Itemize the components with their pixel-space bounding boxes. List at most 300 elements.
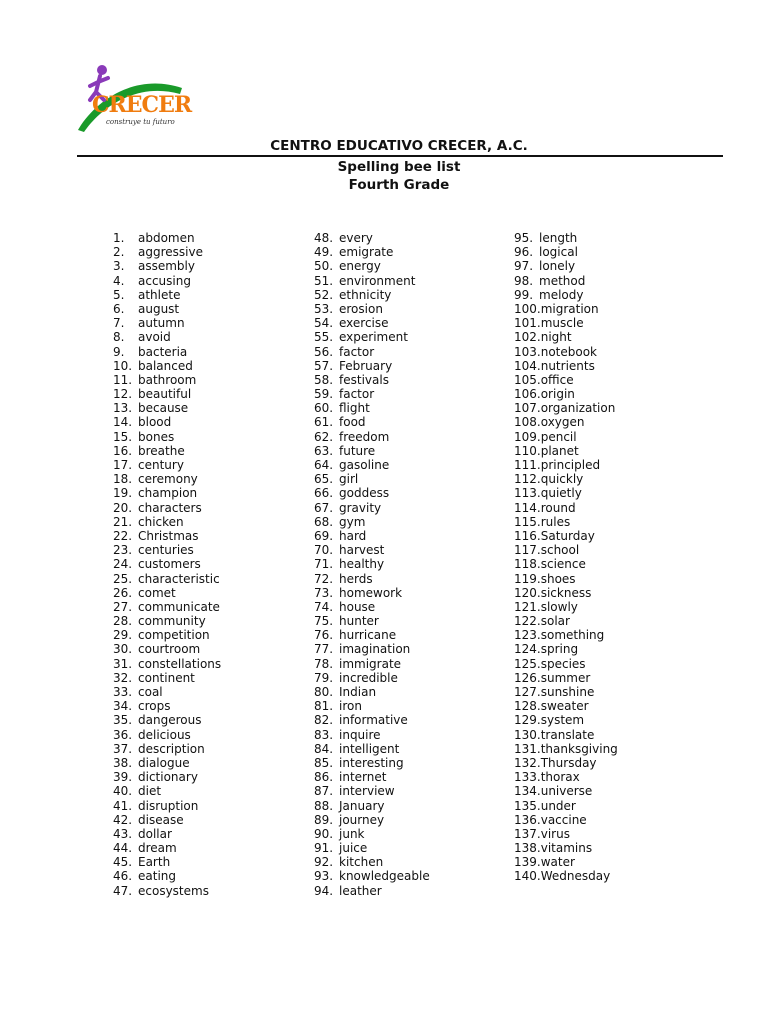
word-list-item [314,430,430,444]
word-list-item [514,813,618,827]
word-list-item [113,259,221,273]
word-text: competition [138,628,210,643]
word-list-item [113,330,221,344]
word-list-item [113,345,221,359]
word-list-item [113,657,221,671]
word-text: translate [540,727,595,742]
word-list-item [113,671,221,685]
word-number: 119. [514,571,541,586]
word-column-2 [314,231,430,898]
word-list-item [113,756,221,770]
word-column-1 [113,231,221,898]
word-number: 115. [514,514,541,529]
word-text: informative [339,713,408,728]
word-list-item [514,316,618,330]
word-list-item [314,600,430,614]
word-list-item [514,501,618,515]
word-number: 28. [113,614,133,629]
word-list-item [514,288,618,302]
word-number: 19. [113,486,133,501]
word-text: crops [138,699,171,714]
word-text: universe [540,784,593,799]
word-column-3 [514,231,618,884]
word-number: 97. [514,259,534,274]
word-text: factor [339,387,375,402]
word-list-item [113,501,221,515]
word-text: homework [339,585,403,600]
word-text: vitamins [540,841,593,856]
word-number: 23. [113,543,133,558]
word-text: food [339,415,366,430]
word-list-item [314,572,430,586]
word-text: every [339,231,373,245]
word-list-item [314,274,430,288]
word-number: 86. [314,770,334,785]
word-list-item [314,671,430,685]
word-text: virus [540,826,570,841]
word-text: breathe [138,443,185,458]
word-list-item [314,628,430,642]
word-text: accusing [138,273,191,288]
word-text: dream [138,841,177,856]
word-number: 131. [514,741,541,756]
word-number: 60. [314,401,334,416]
word-text: organization [540,401,616,416]
word-list-item [113,302,221,316]
word-list-item [113,884,221,898]
word-text: something [540,628,605,643]
word-number: 41. [113,798,133,813]
word-number: 30. [113,642,133,657]
word-list-item [514,671,618,685]
word-list-item [314,345,430,359]
word-number: 137. [514,826,541,841]
word-list-item [514,728,618,742]
word-number: 78. [314,656,334,671]
word-number: 140. [514,869,541,884]
word-number: 100. [514,301,541,316]
word-text: avoid [138,330,171,345]
word-text: journey [339,812,385,827]
word-list-item [314,316,430,330]
word-number: 21. [113,514,133,529]
word-list-item [113,614,221,628]
word-number: 49. [314,245,334,260]
word-list-item [113,373,221,387]
word-number: 82. [314,713,334,728]
word-text: abdomen [138,231,195,245]
word-list-item [514,614,618,628]
word-list-item [113,642,221,656]
word-list-item [514,245,618,259]
word-number: 38. [113,755,133,770]
word-list-item [314,458,430,472]
word-text: method [539,273,586,288]
word-list-item [514,444,618,458]
word-number: 59. [314,387,334,402]
word-text: logical [539,245,578,260]
word-list-item [113,699,221,713]
word-list-item [113,316,221,330]
logo-slogan: construye tu futuro [106,118,175,126]
word-number: 24. [113,557,133,572]
word-number: 80. [314,685,334,699]
word-number: 108. [514,415,541,430]
word-number: 102. [514,330,541,345]
word-number: 105. [514,372,541,387]
word-list-item [113,245,221,259]
word-text: aggressive [138,245,203,260]
word-number: 26. [113,585,133,600]
word-list-item [314,884,430,898]
word-text: shoes [540,571,576,586]
word-text: vaccine [540,812,587,827]
word-list-item [314,799,430,813]
word-list-item [514,345,618,359]
word-number: 129. [514,713,541,728]
word-list-item [514,472,618,486]
word-list-item [113,600,221,614]
word-list-item [314,302,430,316]
word-list-item [314,869,430,883]
word-text: courtroom [138,642,201,657]
word-text: comet [138,585,176,600]
word-text: junk [339,826,365,841]
word-text: community [138,614,206,629]
word-list-item [314,259,430,273]
word-list-item [514,827,618,841]
word-text: spring [540,642,579,657]
word-text: exercise [339,316,389,331]
word-text: round [540,500,576,515]
word-list-item [314,742,430,756]
word-text: emigrate [339,245,394,260]
word-list-item [314,387,430,401]
word-number: 57. [314,358,334,373]
word-number: 14. [113,415,133,430]
word-text: Wednesday [540,869,611,884]
word-list-item [514,657,618,671]
word-list-item [314,529,430,543]
word-text: quietly [540,486,582,501]
word-text: rules [540,514,571,529]
word-text: under [540,798,576,813]
word-number: 53. [314,301,334,316]
word-text: dangerous [138,713,202,728]
word-number: 101. [514,316,541,331]
word-list-item [113,288,221,302]
word-list-item [113,827,221,841]
word-list-item [314,728,430,742]
word-list-item [514,359,618,373]
word-list-item [113,572,221,586]
word-text: erosion [339,301,383,316]
word-text: future [339,443,376,458]
word-number: 70. [314,543,334,558]
word-number: 107. [514,401,541,416]
word-number: 79. [314,670,334,685]
word-list-item [314,245,430,259]
word-number: 69. [314,528,334,543]
word-number: 76. [314,628,334,643]
word-number: 12. [113,387,133,402]
word-text: sweater [540,699,589,714]
word-list-item [314,699,430,713]
word-list-item [113,841,221,855]
page-title: Spelling bee list [337,159,461,175]
word-text: kitchen [339,855,384,870]
word-list-item [113,472,221,486]
word-text: incredible [339,670,398,685]
word-list-item [113,586,221,600]
word-number: 9. [113,344,125,359]
word-number: 16. [113,443,133,458]
word-list-item [514,302,618,316]
word-number: 18. [113,472,133,487]
word-text: lonely [539,259,576,274]
word-number: 62. [314,429,334,444]
word-text: gasoline [339,458,390,472]
word-number: 22. [113,528,133,543]
word-list-item [113,813,221,827]
word-number: 55. [314,330,334,345]
word-text: pencil [540,429,577,444]
word-list-item [113,628,221,642]
word-text: bones [138,429,175,444]
word-list-item [514,401,618,415]
word-list-item [514,799,618,813]
word-list-item [314,784,430,798]
word-number: 114. [514,500,541,515]
word-text: champion [138,486,198,501]
word-text: system [540,713,585,728]
word-number: 43. [113,826,133,841]
word-list-item [514,713,618,727]
word-number: 85. [314,755,334,770]
word-number: 127. [514,685,541,699]
word-text: Christmas [138,528,199,543]
word-number: 42. [113,812,133,827]
word-number: 120. [514,585,541,600]
word-text: customers [138,557,201,572]
word-number: 67. [314,500,334,515]
word-text: length [539,231,578,245]
word-number: 103. [514,344,541,359]
word-text: solar [540,614,570,629]
word-number: 40. [113,784,133,799]
word-list-item [113,799,221,813]
word-text: summer [540,670,591,685]
word-text: description [138,741,205,756]
word-list-item [514,430,618,444]
word-number: 96. [514,245,534,260]
word-list-item [514,458,618,472]
word-number: 122. [514,614,541,629]
word-text: nutrients [540,358,595,373]
word-text: girl [339,472,359,487]
word-list-item [113,515,221,529]
word-text: autumn [138,316,185,331]
word-text: sickness [540,585,592,600]
word-text: because [138,401,189,416]
word-text: characters [138,500,202,515]
word-text: thanksgiving [540,741,618,756]
word-text: august [138,301,180,316]
word-number: 64. [314,458,334,472]
word-number: 95. [514,231,534,245]
logo-name: CRECER [92,92,192,118]
word-text: harvest [339,543,385,558]
word-text: night [540,330,572,345]
word-number: 50. [314,259,334,274]
word-text: blood [138,415,172,430]
word-number: 48. [314,231,334,245]
word-list-item [314,770,430,784]
word-number: 15. [113,429,133,444]
word-number: 139. [514,855,541,870]
word-number: 2. [113,245,125,260]
word-list-item [314,515,430,529]
word-list-item [514,685,618,699]
word-number: 121. [514,599,541,614]
word-list-item [514,415,618,429]
word-number: 134. [514,784,541,799]
word-number: 33. [113,685,133,699]
word-number: 25. [113,571,133,586]
word-number: 4. [113,273,125,288]
word-number: 104. [514,358,541,373]
word-number: 35. [113,713,133,728]
word-number: 117. [514,543,541,558]
word-list-item [314,401,430,415]
word-list-item [113,742,221,756]
word-list-item [113,444,221,458]
word-number: 1. [113,231,125,245]
word-list-item [113,401,221,415]
word-number: 39. [113,770,133,785]
word-text: house [339,599,376,614]
word-list-item [314,713,430,727]
word-text: dialogue [138,755,190,770]
word-text: festivals [339,372,389,387]
word-text: interview [339,784,395,799]
word-list-item [514,586,618,600]
word-list-item [514,784,618,798]
word-number: 111. [514,458,541,472]
word-number: 109. [514,429,541,444]
word-number: 106. [514,387,541,402]
word-text: diet [138,784,162,799]
word-text: iron [339,699,362,714]
word-text: disruption [138,798,199,813]
word-list-item [514,543,618,557]
word-list-item [514,231,618,245]
word-list-item [113,543,221,557]
word-text: principled [540,458,601,472]
word-number: 44. [113,841,133,856]
word-text: energy [339,259,381,274]
word-number: 90. [314,826,334,841]
word-number: 68. [314,514,334,529]
word-text: experiment [339,330,408,345]
word-list-item [113,415,221,429]
word-list-item [113,231,221,245]
word-number: 88. [314,798,334,813]
word-text: muscle [540,316,584,331]
word-number: 75. [314,614,334,629]
word-number: 5. [113,287,125,302]
word-number: 52. [314,287,334,302]
word-number: 98. [514,273,534,288]
word-list-item [113,486,221,500]
word-number: 110. [514,443,541,458]
word-number: 91. [314,841,334,856]
word-text: herds [339,571,373,586]
word-list-item [514,600,618,614]
word-number: 132. [514,755,541,770]
word-list-item [514,756,618,770]
word-number: 126. [514,670,541,685]
word-list-item [314,543,430,557]
word-list-item [314,330,430,344]
word-list-item [314,472,430,486]
word-number: 93. [314,869,334,884]
word-number: 61. [314,415,334,430]
word-list-item [514,628,618,642]
word-text: balanced [138,358,193,373]
word-number: 3. [113,259,125,274]
word-number: 13. [113,401,133,416]
word-list-item [113,274,221,288]
word-number: 135. [514,798,541,813]
word-number: 83. [314,727,334,742]
word-list-item [113,713,221,727]
word-number: 7. [113,316,125,331]
word-number: 63. [314,443,334,458]
word-text: beautiful [138,387,192,402]
word-list-item [514,387,618,401]
word-list-item [113,387,221,401]
word-text: delicious [138,727,191,742]
word-text: January [339,798,385,813]
word-text: constellations [138,656,222,671]
word-number: 113. [514,486,541,501]
word-list-item [113,770,221,784]
word-number: 81. [314,699,334,714]
word-list-item [514,274,618,288]
word-text: factor [339,344,375,359]
word-text: dollar [138,826,172,841]
word-text: interesting [339,755,404,770]
word-list-item [514,259,618,273]
word-list-item [314,855,430,869]
word-list-item [113,557,221,571]
word-text: notebook [540,344,598,359]
word-text: quickly [540,472,584,487]
word-list-item [314,501,430,515]
word-text: healthy [339,557,385,572]
word-text: Indian [339,685,377,699]
word-number: 29. [113,628,133,643]
word-list-item [314,557,430,571]
word-text: slowly [540,599,578,614]
word-number: 17. [113,458,133,472]
word-text: goddess [339,486,390,501]
word-list-item [514,529,618,543]
word-number: 66. [314,486,334,501]
word-text: environment [339,273,416,288]
word-number: 89. [314,812,334,827]
